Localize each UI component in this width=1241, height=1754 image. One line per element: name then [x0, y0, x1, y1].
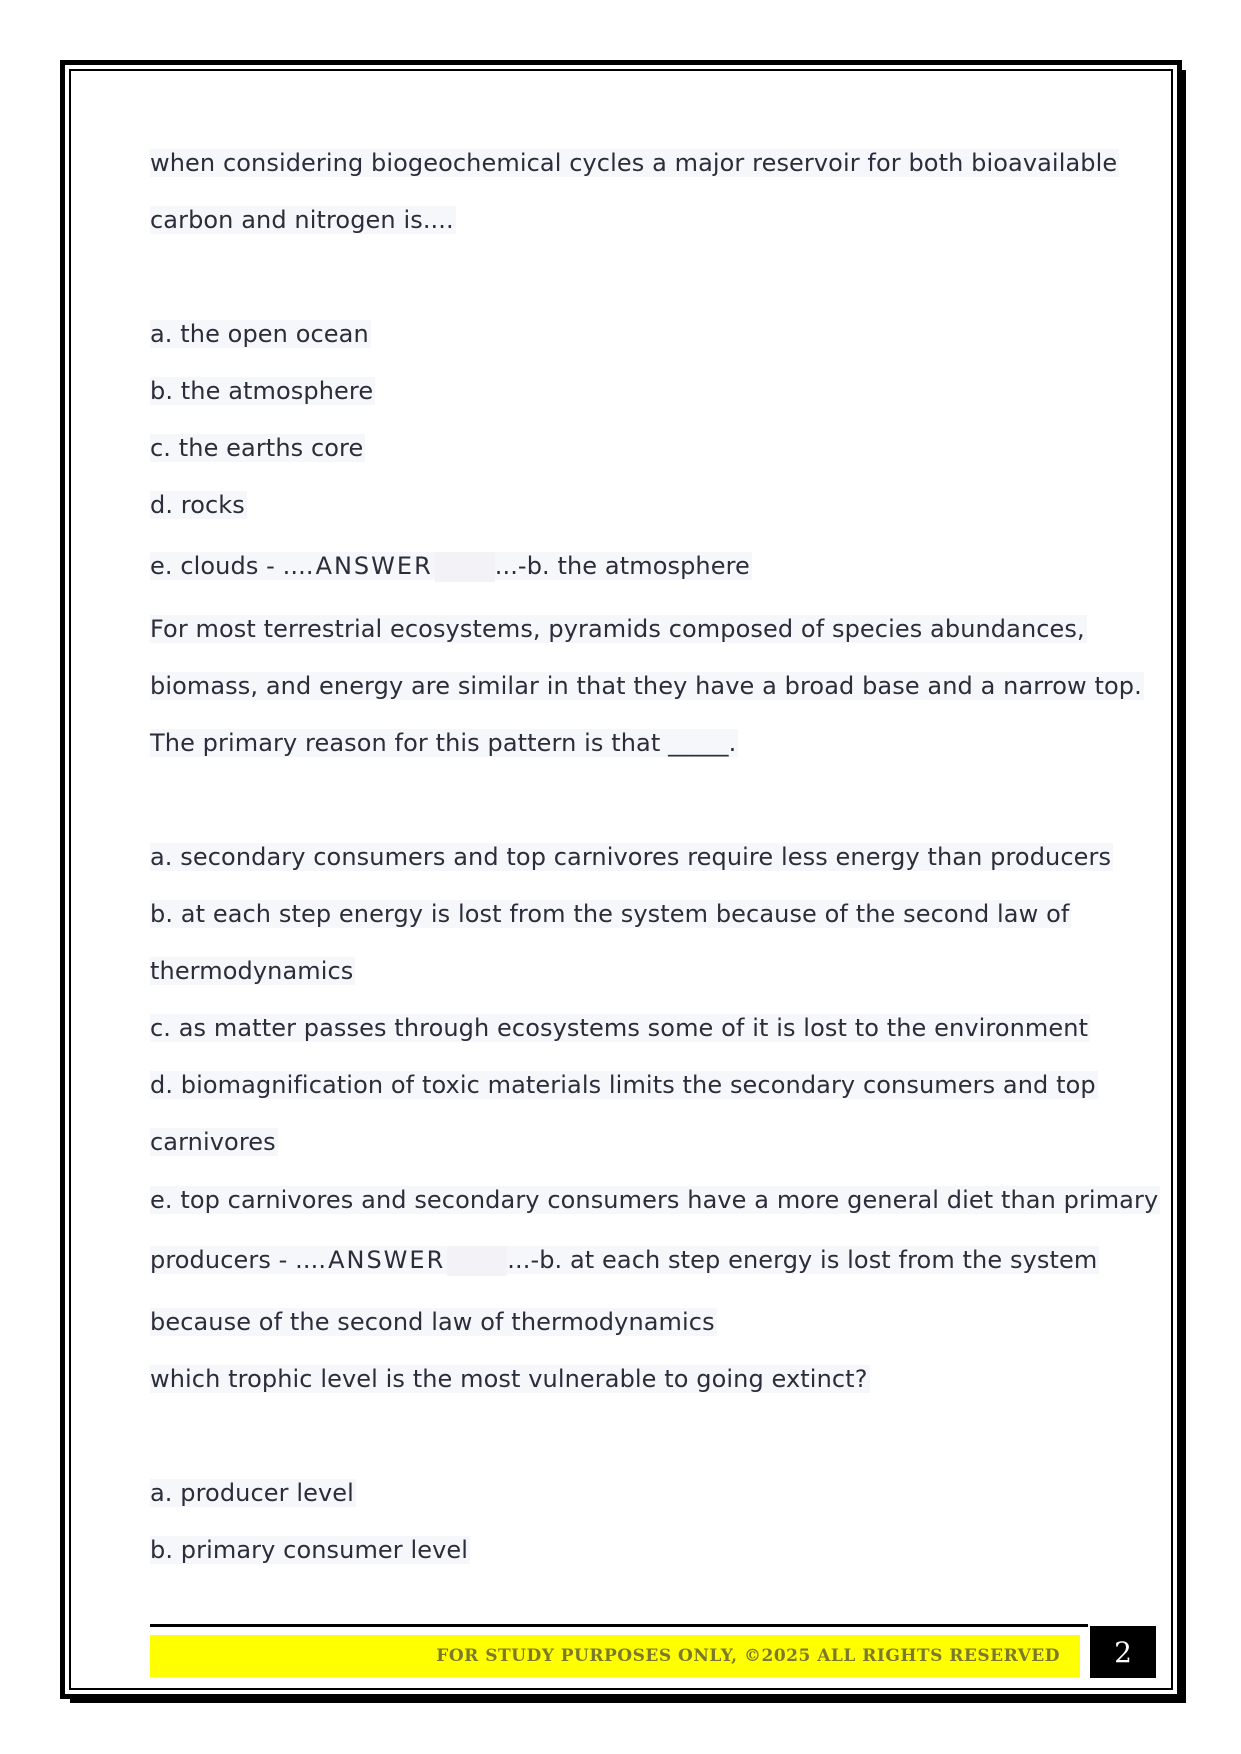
question-1-option-b: b. the atmosphere [150, 377, 374, 405]
footer-notice: FOR STUDY PURPOSES ONLY, ©2025 ALL RIGHTS RESERVED [436, 1646, 1060, 1666]
question-2-option-d: d. biomagnification of toxic materials limits the secondary consumers and top [150, 1071, 1096, 1099]
footer-bar [150, 1635, 1080, 1677]
question-1-line-1: when considering biogeochemical cycles a major reservoir for both bioavailable [150, 149, 1118, 177]
answer-text: ...-b. the atmosphere [494, 552, 750, 580]
question-2-option-b: b. at each step energy is lost from the system because of the second law of [150, 900, 1070, 928]
question-2-answer [150, 1243, 1099, 1277]
question-2-line-1: For most terrestrial ecosystems, pyramids composed of species abundances, [150, 615, 1085, 643]
question-1-option-c: c. the earths core [150, 434, 364, 462]
answer-label: ANSWER [328, 1246, 446, 1274]
question-1-option-a: a. the open ocean [150, 320, 369, 348]
question-2-answer-cont: because of the second law of thermodynamics [150, 1308, 715, 1336]
answer-gap [447, 1246, 507, 1276]
question-1-option-d: d. rocks [150, 491, 245, 519]
question-3-option-b: b. primary consumer level [150, 1536, 469, 1564]
question-2-option-a: a. secondary consumers and top carnivores require less energy than producers [150, 843, 1112, 871]
question-2-option-d-cont: carnivores [150, 1128, 276, 1156]
option-e-text: e. clouds - .... [150, 552, 314, 580]
option-e-text: producers - .... [150, 1246, 327, 1274]
answer-gap [435, 552, 495, 582]
question-2-option-c: c. as matter passes through ecosystems some of it is lost to the environment [150, 1014, 1089, 1042]
question-3-line-1: which trophic level is the most vulnerable to going extinct? [150, 1365, 868, 1393]
question-2-line-3: The primary reason for this pattern is that _____. [150, 729, 737, 757]
question-1-line-2: carbon and nitrogen is.... [150, 206, 454, 234]
page-frame-inner-border [69, 69, 1173, 1690]
answer-text: ...-b. at each step energy is lost from the system [507, 1246, 1098, 1274]
question-3-option-a: a. producer level [150, 1479, 354, 1507]
question-2-option-b-cont: thermodynamics [150, 957, 354, 985]
question-2-option-e: e. top carnivores and secondary consumers have a more general diet than primary [150, 1186, 1159, 1214]
question-1-option-e-answer [150, 549, 752, 583]
page-number: 2 [1090, 1626, 1156, 1678]
footer-rule [150, 1624, 1088, 1627]
question-2-line-2: biomass, and energy are similar in that they have a broad base and a narrow top. [150, 672, 1142, 700]
answer-label: ANSWER [315, 552, 433, 580]
page-frame [60, 60, 1182, 1699]
